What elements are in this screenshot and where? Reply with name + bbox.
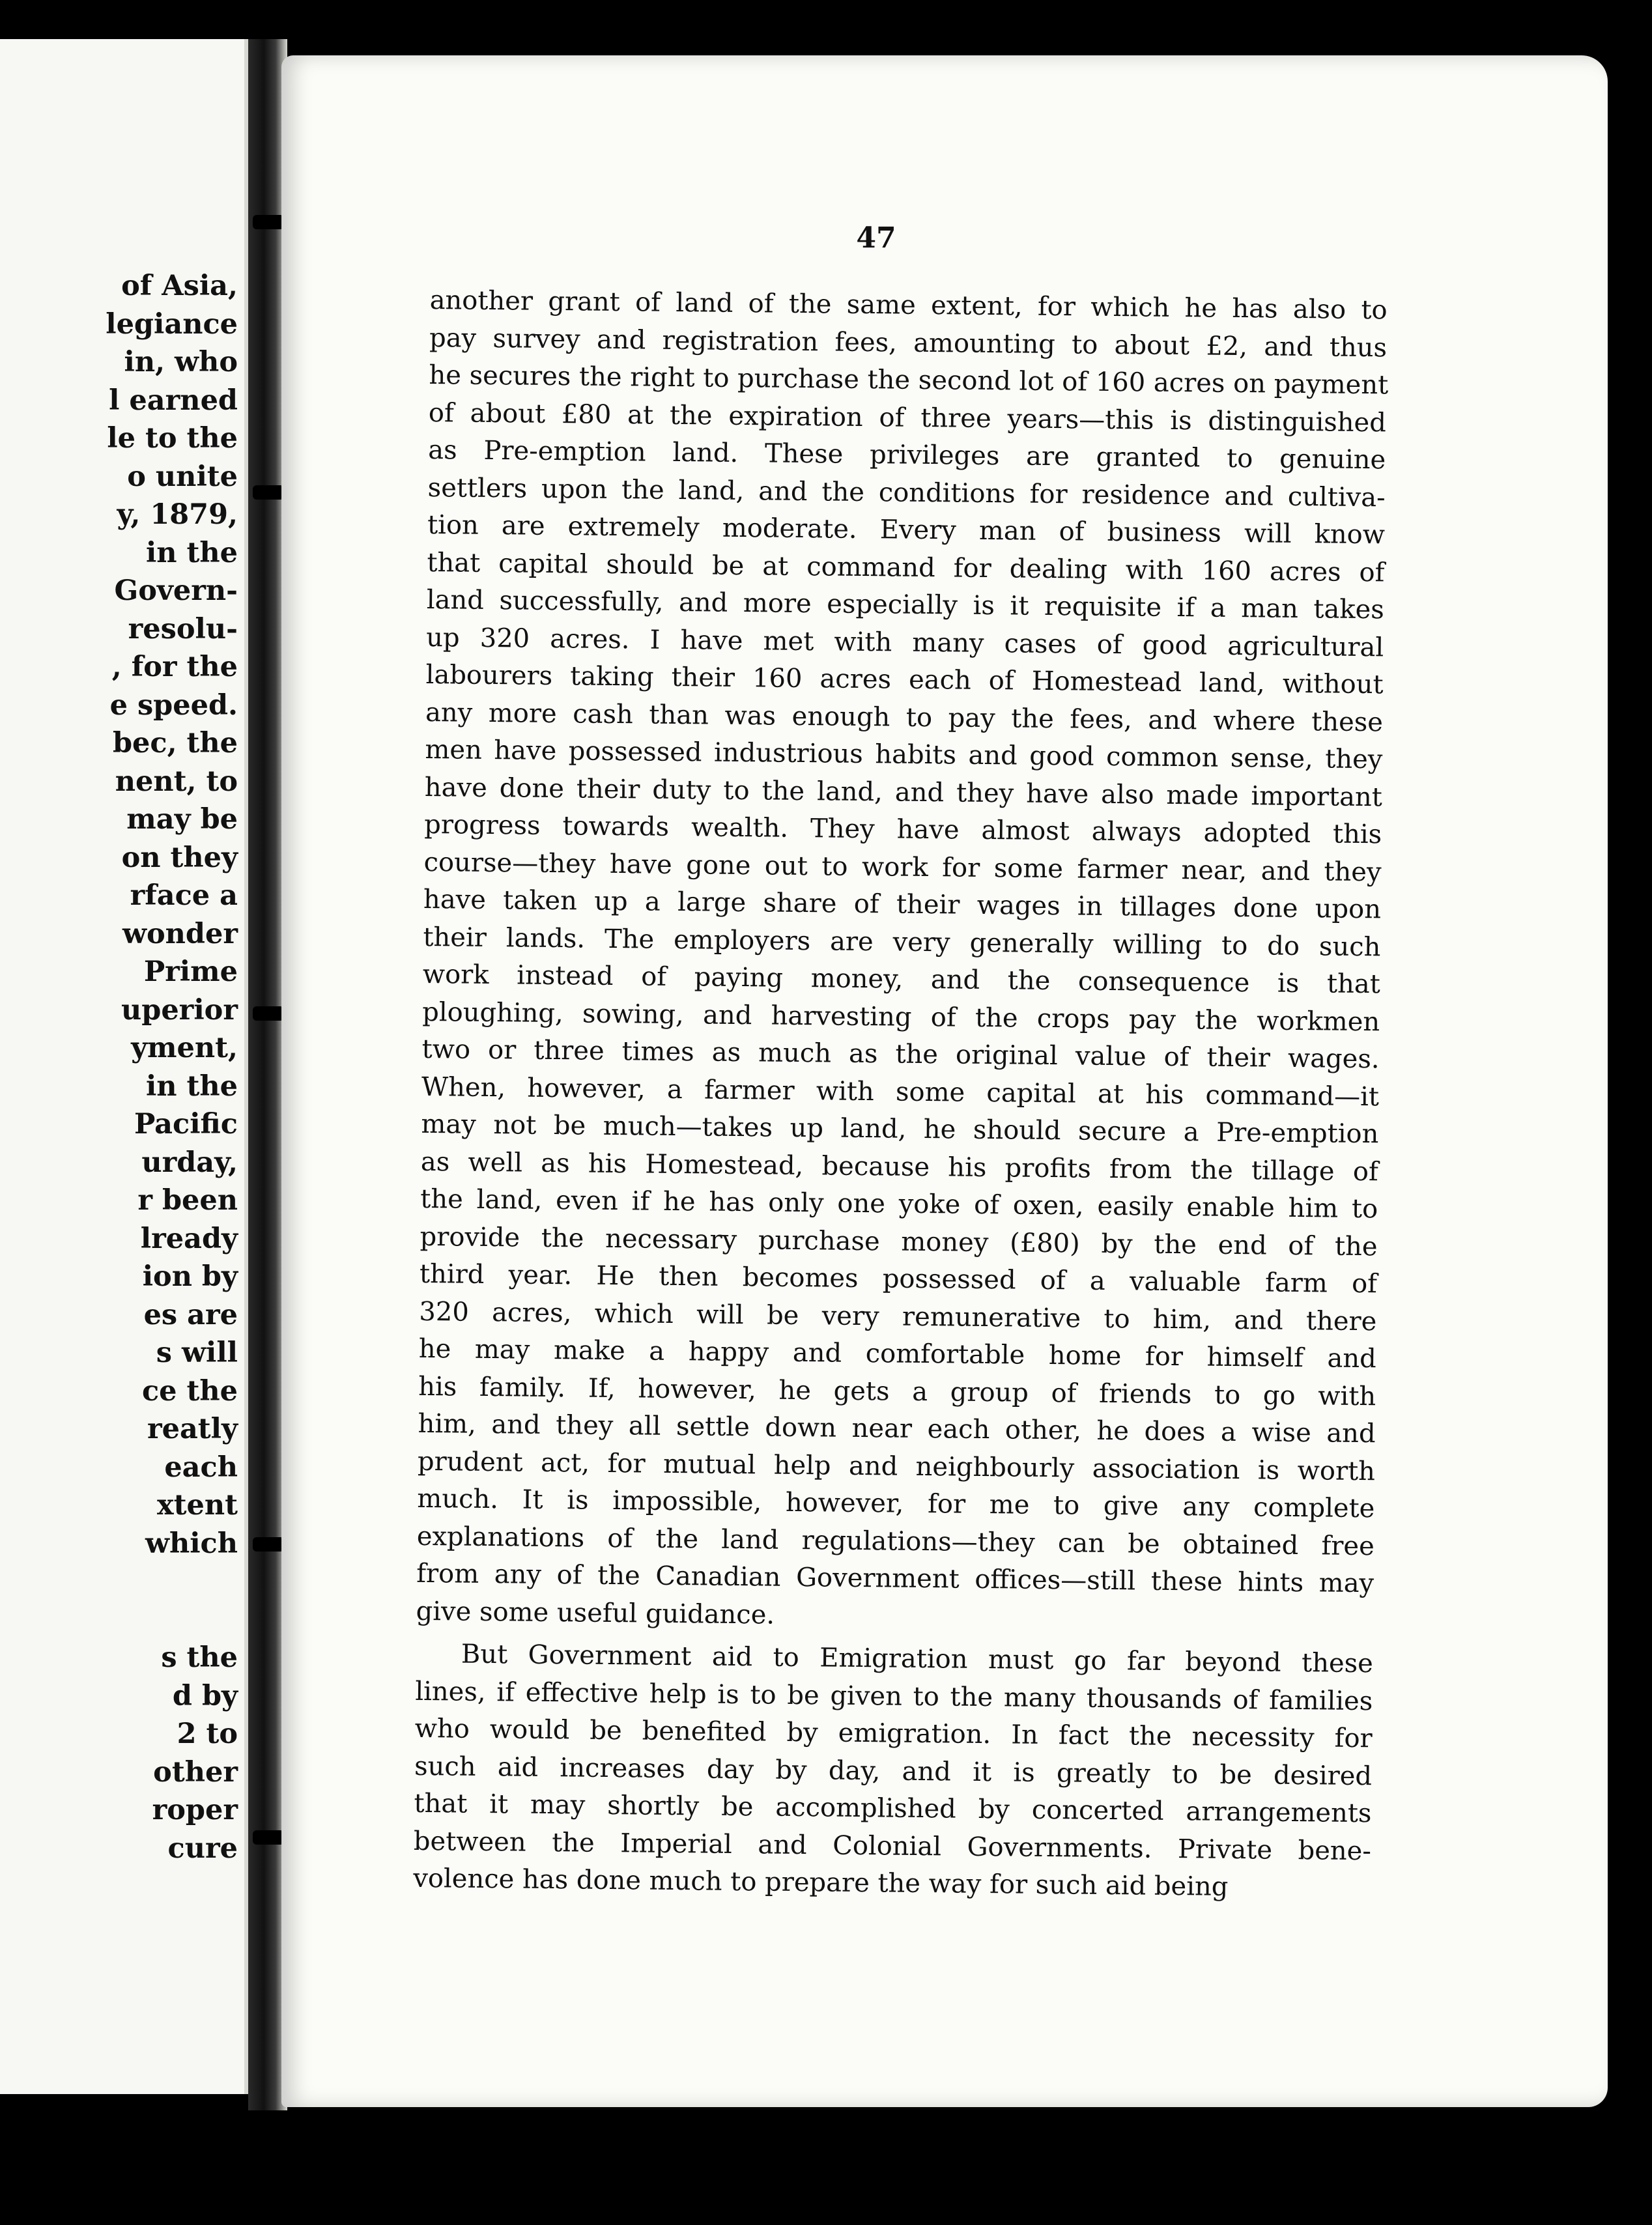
text-line: two or three times as much as the original value of their wages. [421,1034,1380,1075]
left-page-line: s will [156,1337,238,1369]
left-page-line: in the [145,1070,238,1103]
text-line: lines, if effective help is to be given to the many thousands of families [415,1676,1373,1716]
left-page-line: s the [161,1641,238,1674]
left-page-line: 2 to [177,1718,238,1750]
text-line: the land, even if he has only one yoke of oxen, easily enable him to [420,1183,1378,1225]
text-line: may not be much—takes up land, he should secure a Pre-emption [421,1109,1379,1150]
left-page-line: may be [126,803,238,836]
left-page-line: d by [172,1679,238,1712]
left-page-line: on they [121,841,238,874]
text-line: who would be benefited by emigration. In fact the necessity for [414,1713,1373,1754]
left-page-line: resolu- [128,612,238,645]
left-page-line: nent, to [115,765,238,798]
left-page-line: o unite [127,460,238,493]
left-page-line: urday, [141,1146,238,1179]
text-line: men have possessed industrious habits and good common sense, they [425,734,1383,775]
left-page-line: y, 1879, [117,498,238,531]
text-line: prudent act, for mutual help and neighbourly association is worth [417,1446,1376,1486]
left-page-line: le to the [107,422,238,455]
left-page-line: es are [143,1298,238,1331]
left-page-text [3,267,238,1867]
text-line: labourers taking their 160 acres each of Homestead land, without [425,659,1384,700]
text-line: land successfully, and more especially is it requisite if a man takes [426,584,1385,625]
paragraph-1 [416,282,1388,1640]
binding-stitch [253,485,284,500]
left-page-line: in the [145,536,238,569]
paragraph-2 [413,1636,1373,1908]
left-page-line: of Asia, [121,270,238,302]
left-page-line: lready [140,1222,238,1255]
left-page-line: Prime [143,956,238,988]
text-line: as Pre-emption land. These privileges are granted to genuine [428,434,1386,475]
left-page-line: , for the [111,651,238,683]
left-page-line: ce the [142,1374,238,1408]
text-line: work instead of paying money, and the consequence is that [422,959,1381,1000]
left-page-line: rface a [130,879,238,912]
left-page-line: xtent [157,1489,238,1522]
left-page-line: yment, [131,1032,238,1064]
binding-stitch [253,1537,284,1552]
text-line: that capital should be at command for dealing with 160 acres of [427,547,1385,588]
text-line: up 320 acres. I have met with many cases of good agricultural [426,622,1384,662]
text-line: between the Imperial and Colonial Governments. Private bene- [413,1826,1372,1866]
text-line: such aid increases day by day, and it is greatly to be desired [414,1751,1373,1791]
text-line: from any of the Canadian Government offices—still these hints may [416,1558,1374,1599]
left-page-line: each [164,1451,238,1484]
left-page-line: reatly [147,1413,238,1445]
text-line: pay survey and registration fees, amounting to about £2, and thus [429,322,1388,363]
text-line: third year. He then becomes possessed of a valuable farm of [419,1258,1378,1299]
text-line: ploughing, sowing, and harvesting of the crops pay the workmen [422,997,1380,1037]
text-line: volence has done much to prepare the way for such aid being [413,1863,1229,1902]
left-page-line: roper [152,1794,238,1826]
left-page-line: e speed. [109,688,238,722]
text-line: course—they have gone out to work for some farmer near, and they [423,847,1382,887]
binding-stitch [253,1006,284,1021]
text-line: settlers upon the land, and the conditions for residence and cultiva- [427,472,1386,513]
text-line: have taken up a large share of their wages in tillages done upon [423,884,1382,925]
text-line: that it may shortly be accomplished by concerted arrangements [414,1788,1372,1829]
text-line: But Government aid to Emigration must go far beyond these [461,1639,1374,1679]
text-line: he may make a happy and comfortable home for himself and [418,1333,1377,1374]
text-line: him, and they all settle down near each other, he does a wise and [418,1408,1376,1449]
left-page-text-top [3,267,238,1563]
left-page-line: bec, the [112,727,238,759]
binding-stitch [253,1830,284,1845]
body-text [413,282,1388,1908]
page-number: 47 [856,221,896,255]
binding-stitch [253,215,284,229]
text-line: any more cash than was enough to pay the fees, and where these [425,697,1384,737]
left-page-line: wonder [122,917,238,950]
text-line: explanations of the land regulations—they can be obtained free [416,1521,1374,1561]
text-line: he secures the right to purchase the second lot of 160 acres on payment [429,360,1389,401]
text-line: their lands. The employers are very generally willing to do such [423,922,1381,962]
left-page-line: in, who [124,346,238,378]
left-page-line: Pacific [134,1108,238,1141]
left-page-line: other [153,1755,238,1789]
text-line: 320 acres, which will be very remunerative to him, and there [419,1296,1377,1337]
left-page-line: cure [167,1832,238,1865]
text-line: tion are extremely moderate. Every man of business will know [427,509,1386,550]
text-line: of about £80 at the expiration of three years—this is distinguished [428,397,1387,438]
left-page-line: l earned [109,384,238,417]
text-line: When, however, a farmer with some capital at his command—it [421,1071,1380,1112]
text-line: give some useful guidance. [416,1596,775,1630]
left-page-line: r been [137,1184,238,1217]
left-page-line: Govern- [114,574,238,607]
text-line: have done their duty to the land, and they have also made important [424,772,1383,812]
text-line: provide the necessary purchase money (£80) by the end of the [420,1221,1378,1262]
text-line: as well as his Homestead, because his profits from the tillage of [420,1146,1379,1187]
left-page-line: ion by [142,1260,238,1293]
text-line: another grant of land of the same extent, for which he has also to [429,285,1388,326]
left-page-gap [3,1563,238,1639]
left-page-line: uperior [121,993,238,1027]
left-page-line: which [145,1527,238,1560]
text-line: progress towards wealth. They have almost always adopted this [424,809,1382,850]
text-line: much. It is impossible, however, for me to give any complete [417,1483,1375,1524]
left-page-line: legiance [106,307,238,341]
text-line: his family. If, however, he gets a group of friends to go with [418,1371,1376,1411]
left-page-fragment [0,39,248,2094]
left-page-text-bottom [3,1639,238,1867]
